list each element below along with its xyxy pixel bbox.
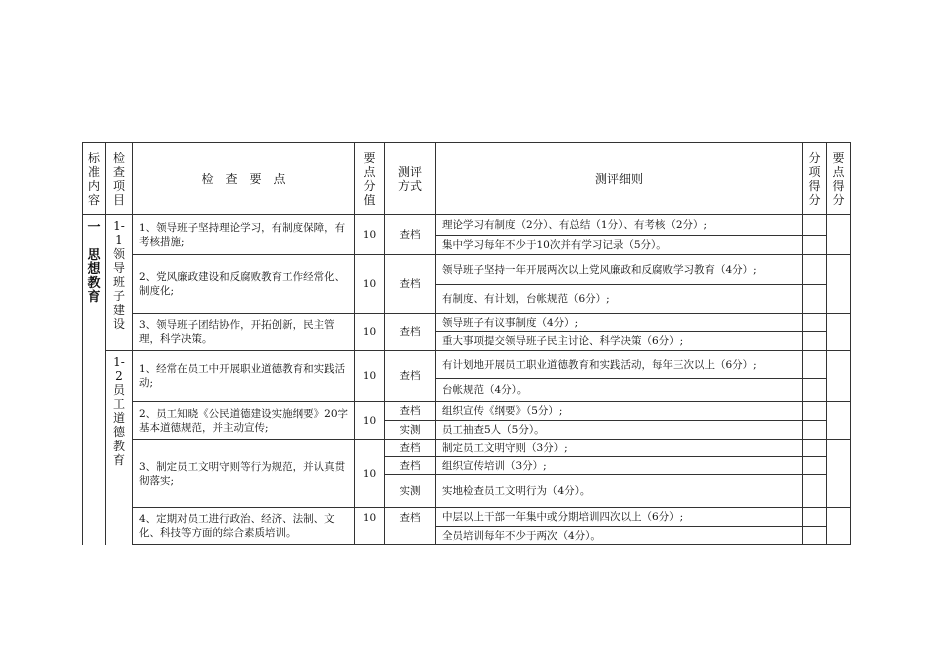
table-row xyxy=(83,440,851,457)
criteria-cell: 有制度、有计划，台帐规范（6分）; xyxy=(436,285,803,314)
point-score-cell[interactable] xyxy=(827,314,851,351)
point-method: 查档 xyxy=(385,440,436,457)
point-text: 2、员工知晓《公民道德建设实施纲要》20字基本道德规范，并主动宣传; xyxy=(133,402,355,440)
section-cell-1-2: 1-2 员 工 道 德 教 育 xyxy=(106,351,133,545)
criteria-cell: 领导班子有议事制度（4分）; xyxy=(436,314,803,332)
table-row xyxy=(83,215,851,236)
sub-score-cell[interactable] xyxy=(803,215,827,236)
point-method: 查档 xyxy=(385,314,436,351)
sub-score-cell[interactable] xyxy=(803,402,827,421)
criteria-cell: 重大事项提交领导班子民主讨论、科学决策（6分）; xyxy=(436,332,803,351)
criteria-cell: 集中学习每年不少于10次并有学习记录（5分）。 xyxy=(436,236,803,255)
category-cell: 一 思 想 教 育 xyxy=(83,215,106,545)
point-text: 2、党风廉政建设和反腐败教育工作经常化、制度化; xyxy=(133,255,355,314)
header-item: 检 查 项 目 xyxy=(106,143,133,215)
point-score-cell[interactable] xyxy=(827,351,851,402)
section-cell-1-1: 1-1 领 导 班 子 建 设 xyxy=(106,215,133,351)
point-text: 3、领导班子团结协作，开拓创新，民主管理，科学决策。 xyxy=(133,314,355,351)
sub-score-cell[interactable] xyxy=(803,475,827,508)
header-points: 检 查 要 点 xyxy=(133,143,355,215)
point-method: 查档 xyxy=(385,402,436,421)
sub-score-cell[interactable] xyxy=(803,421,827,440)
header-score: 要 点 分 值 xyxy=(355,143,385,215)
point-score: 10 xyxy=(355,255,385,314)
point-score-cell[interactable] xyxy=(827,440,851,508)
sub-score-cell[interactable] xyxy=(803,236,827,255)
point-method: 查档 xyxy=(385,351,436,402)
sub-score-cell[interactable] xyxy=(803,527,827,545)
category-number: 一 xyxy=(87,220,101,235)
point-text: 1、经常在员工中开展职业道德教育和实践活动; xyxy=(133,351,355,402)
point-score-cell[interactable] xyxy=(827,402,851,440)
criteria-cell: 理论学习有制度（2分）、有总结（1分）、有考核（2分）; xyxy=(436,215,803,236)
criteria-cell: 有计划地开展员工职业道德教育和实践活动，每年三次以上（6分）; xyxy=(436,351,803,379)
point-method: 查档 xyxy=(385,457,436,475)
header-detail: 测评细则 xyxy=(436,143,803,215)
criteria-cell: 全员培训每年不少于两次（4分）。 xyxy=(436,527,803,545)
header-method: 测评 方式 xyxy=(385,143,436,215)
sub-score-cell[interactable] xyxy=(803,255,827,285)
criteria-cell: 组织宣传《纲要》（5分）; xyxy=(436,402,803,421)
table-row xyxy=(83,508,851,527)
criteria-cell: 制定员工文明守则（3分）; xyxy=(436,440,803,457)
point-method: 实测 xyxy=(385,475,436,508)
header-sub-score: 分 项 得 分 xyxy=(803,143,827,215)
table-row xyxy=(83,351,851,379)
criteria-cell: 员工抽查5人（5分）。 xyxy=(436,421,803,440)
evaluation-table xyxy=(82,142,851,545)
point-score-cell[interactable] xyxy=(827,508,851,545)
point-text: 3、制定员工文明守则等行为规范，并认真贯彻落实; xyxy=(133,440,355,508)
point-score-cell[interactable] xyxy=(827,215,851,255)
point-text: 4、定期对员工进行政治、经济、法制、文化、科技等方面的综合素质培训。 xyxy=(133,508,355,545)
point-method: 查档 xyxy=(385,508,436,545)
point-text: 1、领导班子坚持理论学习，有制度保障，有考核措施; xyxy=(133,215,355,255)
criteria-cell: 实地检查员工文明行为（4分）。 xyxy=(436,475,803,508)
point-score: 10 xyxy=(355,215,385,255)
header-standard: 标 准 内 容 xyxy=(83,143,106,215)
sub-score-cell[interactable] xyxy=(803,314,827,332)
point-score: 10 xyxy=(355,508,385,545)
criteria-cell: 中层以上干部一年集中或分期培训四次以上（6分）; xyxy=(436,508,803,527)
point-score-cell[interactable] xyxy=(827,255,851,314)
point-method: 查档 xyxy=(385,255,436,314)
criteria-cell: 台帐规范（4分）。 xyxy=(436,379,803,402)
criteria-cell: 领导班子坚持一年开展两次以上党风廉政和反腐败学习教育（4分）; xyxy=(436,255,803,285)
point-score: 10 xyxy=(355,314,385,351)
point-method: 实测 xyxy=(385,421,436,440)
table-row xyxy=(83,314,851,332)
sub-score-cell[interactable] xyxy=(803,508,827,527)
table-row xyxy=(83,402,851,421)
sub-score-cell[interactable] xyxy=(803,332,827,351)
sub-score-cell[interactable] xyxy=(803,440,827,457)
criteria-cell: 组织宣传培训（3分）; xyxy=(436,457,803,475)
sub-score-cell[interactable] xyxy=(803,351,827,379)
header-row xyxy=(83,143,851,215)
sub-score-cell[interactable] xyxy=(803,285,827,314)
sub-score-cell[interactable] xyxy=(803,457,827,475)
table-row xyxy=(83,255,851,285)
point-score: 10 xyxy=(355,402,385,440)
sub-score-cell[interactable] xyxy=(803,379,827,402)
header-point-score: 要 点 得 分 xyxy=(827,143,851,215)
point-score: 10 xyxy=(355,440,385,508)
point-method: 查档 xyxy=(385,215,436,255)
point-score: 10 xyxy=(355,351,385,402)
